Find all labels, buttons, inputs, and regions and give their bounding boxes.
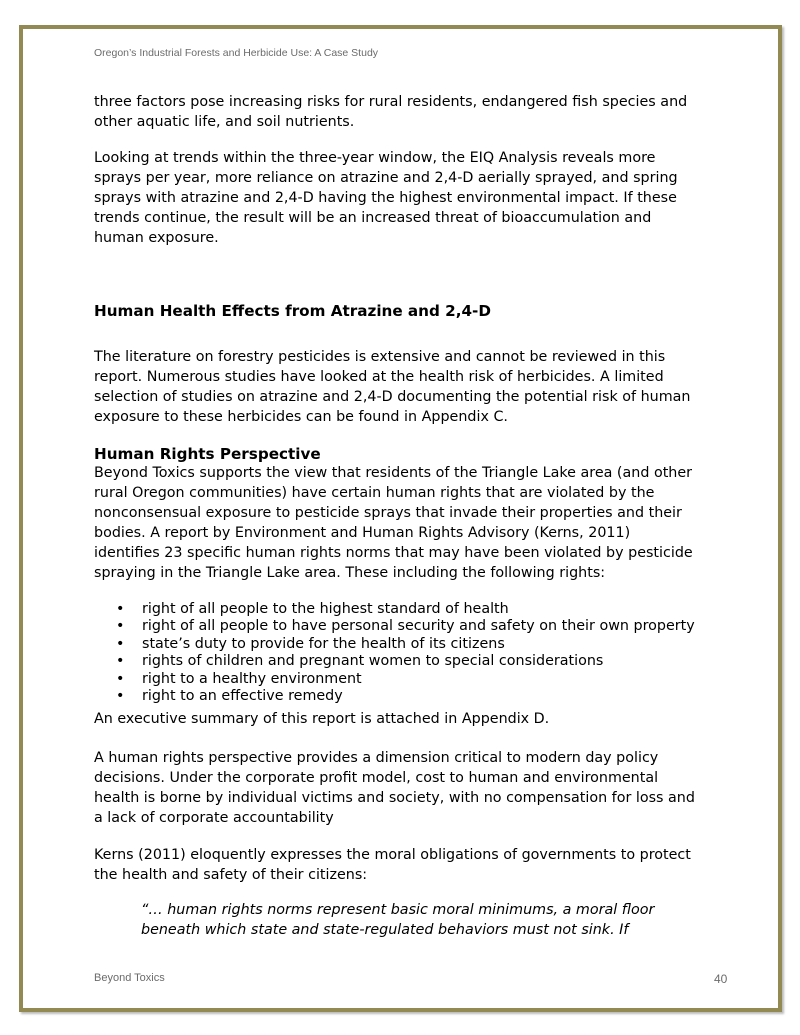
text-line: nonconsensual exposure to pesticide sprays that invade their properties and their: [94, 505, 682, 521]
paragraph-3: [94, 347, 690, 427]
text-line: selection of studies on atrazine and 2,4-D documenting the potential risk of human: [94, 389, 691, 405]
list-item: • rights of children and pregnant women to special considerations: [94, 653, 695, 670]
paragraph-6: [94, 748, 695, 828]
list-item: • right to a healthy environment: [94, 671, 695, 688]
paragraph-5: [94, 709, 549, 729]
paragraph-4: [94, 463, 693, 583]
paragraph-1: [94, 92, 687, 132]
text-line: human exposure.: [94, 230, 219, 246]
text-line: the health and safety of their citizens:: [94, 867, 368, 883]
list-item: • right of all people to have personal security and safety on their own property: [94, 618, 695, 635]
list-item: • right to an effective remedy: [94, 688, 695, 705]
list-item: • right of all people to the highest standard of health: [94, 601, 695, 618]
text-line: rural Oregon communities) have certain human rights that are violated by the: [94, 485, 655, 501]
paragraph-2: [94, 148, 678, 248]
text-line: exposure to these herbicides can be found in Appendix C.: [94, 409, 508, 425]
footer-org: Beyond Toxics: [94, 972, 165, 984]
heading-health-effects: Human Health Effects from Atrazine and 2,4-D: [94, 302, 491, 320]
text-line: Beyond Toxics supports the view that residents of the Triangle Lake area (and other: [94, 465, 693, 481]
text-line: spraying in the Triangle Lake area. These including the following rights:: [94, 565, 606, 581]
text-line: identifies 23 specific human rights norms that may have been violated by pesticide: [94, 545, 693, 561]
text-line: a lack of corporate accountability: [94, 810, 334, 826]
text-line: sprays per year, more reliance on atrazine and 2,4-D aerially sprayed, and spring: [94, 170, 678, 186]
page-number: 40: [714, 972, 728, 986]
text-line: report. Numerous studies have looked at the health risk of herbicides. A limited: [94, 369, 664, 385]
text-line: other aquatic life, and soil nutrients.: [94, 114, 355, 130]
text-line: Looking at trends within the three-year window, the EIQ Analysis reveals more: [94, 150, 656, 166]
text-line: decisions. Under the corporate profit model, cost to human and environmental: [94, 770, 659, 786]
text-line: health is borne by individual victims and society, with no compensation for loss and: [94, 790, 695, 806]
text-line: An executive summary of this report is attached in Appendix D.: [94, 711, 550, 727]
text-line: three factors pose increasing risks for rural residents, endangered fish species and: [94, 94, 688, 110]
text-line: beneath which state and state-regulated behaviors must not sink. If: [141, 922, 629, 938]
text-line: Kerns (2011) eloquently expresses the moral obligations of governments to protect: [94, 847, 691, 863]
text-line: The literature on forestry pesticides is extensive and cannot be reviewed in this: [94, 349, 666, 365]
paragraph-7: [94, 845, 691, 885]
text-line: bodies. A report by Environment and Human Rights Advisory (Kerns, 2011): [94, 525, 631, 541]
block-quote: [141, 900, 654, 940]
text-line: “… human rights norms represent basic moral minimums, a moral floor: [141, 902, 655, 918]
running-header: Oregon’s Industrial Forests and Herbicide Use: A Case Study: [94, 47, 379, 59]
heading-human-rights: Human Rights Perspective: [94, 445, 321, 463]
text-line: sprays with atrazine and 2,4-D having the highest environmental impact. If these: [94, 190, 677, 206]
text-line: A human rights perspective provides a dimension critical to modern day policy: [94, 750, 659, 766]
list-item: • state’s duty to provide for the health of its citizens: [94, 636, 695, 653]
text-line: trends continue, the result will be an increased threat of bioaccumulation and: [94, 210, 652, 226]
rights-list: [94, 601, 695, 705]
